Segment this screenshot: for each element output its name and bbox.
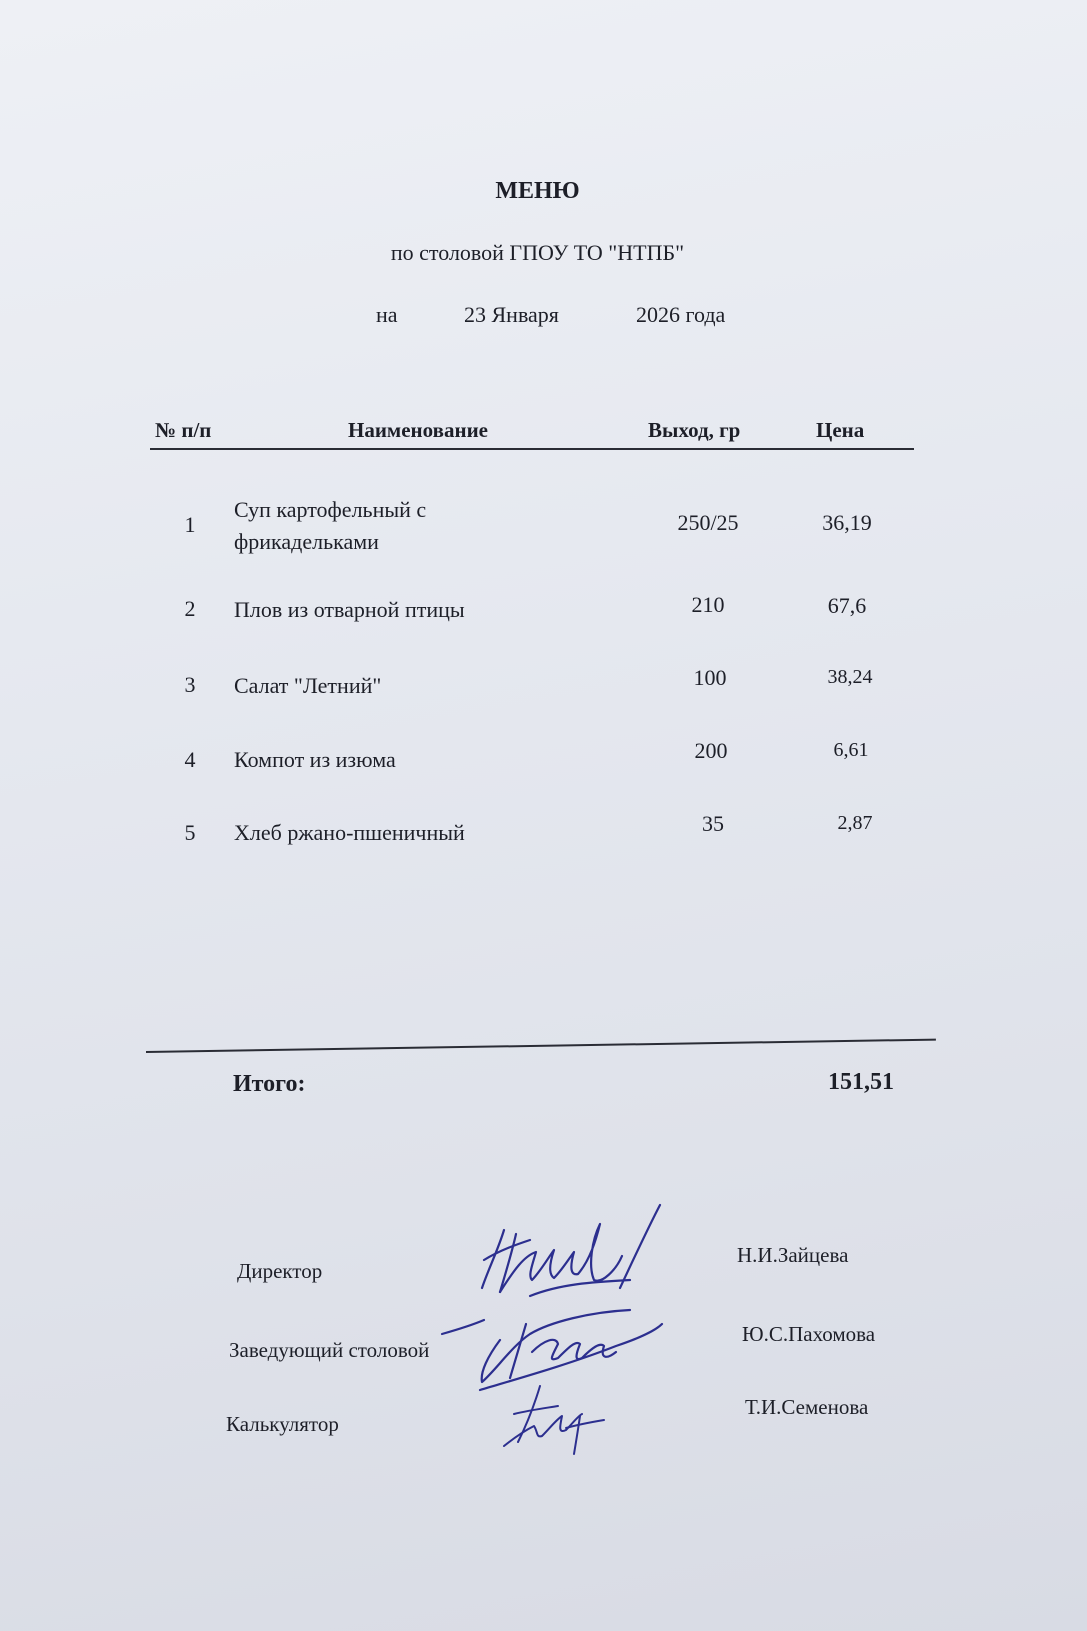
total-label: Итого: [233, 1071, 306, 1097]
row-3-num: 3 [184, 672, 196, 697]
document-subtitle: по столовой ГПОУ ТО "НТПБ" [390, 240, 685, 265]
row-1-output: 250/25 [677, 510, 739, 535]
row-5-price: 2,87 [837, 812, 873, 834]
director-signature-icon [470, 1200, 670, 1310]
total-rule [146, 1039, 936, 1053]
signature-name-calculator: Т.И.Семенова [745, 1395, 869, 1419]
signature-name-director: Н.И.Зайцева [737, 1243, 849, 1267]
row-1-name-line1: Суп картофельный с [234, 497, 427, 522]
header-output: Выход, гр [648, 418, 741, 442]
row-5-num: 5 [184, 820, 196, 845]
row-3-output: 100 [693, 665, 727, 690]
date-day: 23 Января [464, 302, 559, 327]
row-2-num: 2 [184, 596, 196, 621]
row-3-price: 38,24 [827, 666, 873, 688]
calculator-signature-icon [500, 1380, 610, 1460]
signature-role-canteen-head: Заведующий столовой [229, 1338, 430, 1362]
row-2-price: 67,6 [827, 593, 867, 618]
signature-role-director: Директор [237, 1259, 323, 1283]
header-num: № п/п [155, 418, 212, 442]
row-5-name: Хлеб ржано-пшеничный [234, 820, 465, 845]
row-4-output: 200 [694, 738, 728, 763]
row-1-name-line2: фрикадельками [234, 529, 379, 554]
signature-name-canteen-head: Ю.С.Пахомова [742, 1322, 876, 1346]
signature-role-calculator: Калькулятор [226, 1412, 339, 1436]
total-value: 151,51 [828, 1069, 894, 1095]
row-2-name: Плов из отварной птицы [234, 597, 465, 622]
row-4-name: Компот из изюма [234, 747, 396, 772]
date-year: 2026 года [636, 302, 726, 327]
row-3-name: Салат "Летний" [234, 673, 382, 698]
header-price: Цена [816, 418, 865, 442]
row-2-output: 210 [691, 592, 725, 617]
header-name: Наименование [348, 418, 488, 442]
header-rule [150, 448, 914, 450]
row-4-num: 4 [184, 747, 196, 772]
row-4-price: 6,61 [833, 739, 869, 761]
row-5-output: 35 [702, 811, 724, 836]
row-1-num: 1 [184, 512, 196, 537]
date-prefix: на [376, 302, 398, 327]
document-title: МЕНЮ [495, 178, 580, 204]
row-1-price: 36,19 [822, 510, 872, 535]
